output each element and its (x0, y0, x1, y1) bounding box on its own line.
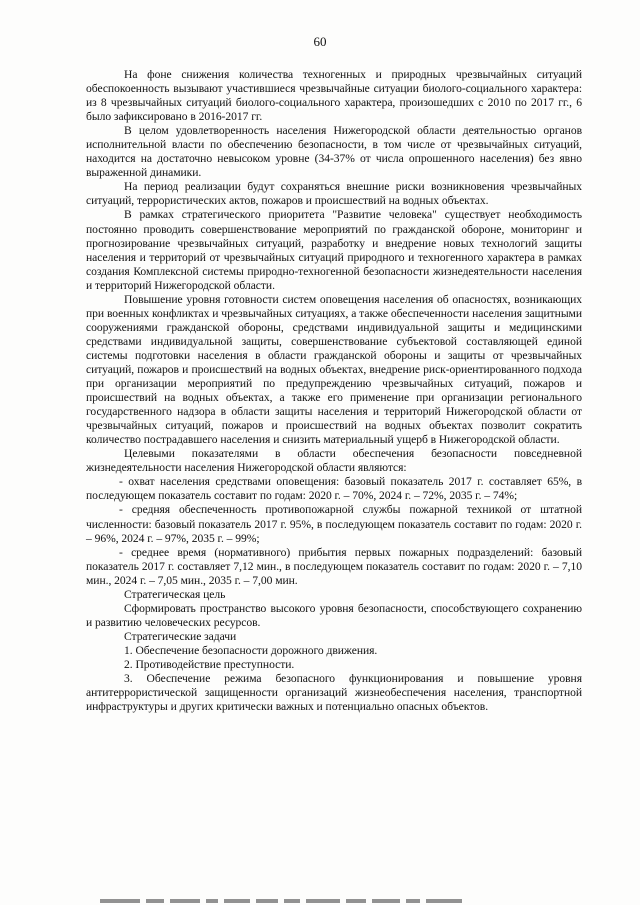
scan-edge-artifact (100, 897, 580, 903)
strategic-goal-text: Сформировать пространство высокого уровня безопасности, способствующего сохранению и развитию человеческих ресурсов. (86, 601, 582, 629)
indicator-fire-equipment: - средняя обеспеченность противопожарной службы пожарной техникой от штатной численности: базовый показатель 2017 г. 95%, в последующем показатель составит по годам: 2020 г. – 96%, 2024 г. – 97%, 2035 г. – 99%; (86, 503, 582, 545)
paragraph-satisfaction: В целом удовлетворенность населения Нижегородской области деятельностью органов исполнительной власти по обеспечению безопасности, в том числе от чрезвычайных ситуаций, находится на достаточно невысоком уровне (34-37% от числа опрошенного населения) без явно выраженной динамики. (86, 124, 582, 180)
indicator-warning-coverage: - охват населения средствами оповещения: базовый показатель 2017 г. составляет 65%, в последующем показатель составит по годам: 2020 г. – 70%, 2024 г. – 72%, 2035 г. – 74%; (86, 475, 582, 503)
strategic-task-1: 1. Обеспечение безопасности дорожного движения. (124, 643, 378, 657)
paragraph-emergency-trend: На фоне снижения количества техногенных и природных чрезвычайных ситуаций обеспокоенность вызывают участившиеся чрезвычайные ситуации биолого-социального характера: из 8 чрезвычайных ситуаций биолого-социального характера, произошедших с 2010 по 2017 гг., 6 было зафиксировано в 2016-2017 гг. (86, 68, 582, 124)
strategic-tasks-heading: Стратегические задачи (124, 629, 237, 643)
strategic-task-3: 3. Обеспечение режима безопасного функционирования и повышение уровня антитеррористической защищенности организаций жизнеобеспечения населения, транспортной инфраструктуры и других критически важных и потенциально опасных объектов. (86, 672, 582, 714)
paragraph-human-development: В рамках стратегического приоритета "Развитие человека" существует необходимость постоянно проводить совершенствование мероприятий по гражданской обороне, мониторинг и прогнозирование чрезвычайных ситуаций, разработку и внедрение новых технологий защиты населения и территорий от чрезвычайных ситуаций природного и техногенного характера в рамках создания Комплексной системы природно-техногенной безопасности жизнедеятельности населения и территорий Нижегородской области. (86, 208, 582, 292)
paragraph-external-risks: На период реализации будут сохраняться внешние риски возникновения чрезвычайных ситуаций, террористических актов, пожаров и происшествий на водных объектах. (86, 180, 582, 208)
page-number: 60 (313, 34, 327, 49)
strategic-task-2: 2. Противодействие преступности. (124, 657, 295, 671)
indicator-arrival-time: - среднее время (нормативного) прибытия первых пожарных подразделений: базовый показатель 2017 г. составляет 7,12 мин., в последующем показатель составит по годам: 2020 г. – 7,10 мин., 2024 г. – 7,05 мин., 2035 г. – 7,00 мин. (86, 545, 582, 587)
paragraph-readiness: Повышение уровня готовности систем оповещения населения об опасностях, возникающих при военных конфликтах и чрезвычайных ситуациях, а также обеспеченности населения защитными сооружениями гражданской обороны, средствами индивидуальной защиты и медицинскими средствами индивидуальной защиты, совершенствование субъектовой составляющей единой системы подготовки населения в области гражданской обороны и защиты от чрезвычайных ситуаций, пожаров и происшествий на водных объектах, внедрение риск-ориентированного подхода при организации мероприятий по предупреждению чрезвычайных ситуаций, пожаров и происшествий на водных объектах, а также его применение при организации регионального государственного надзора в области защиты населения и территорий Нижегородской области от чрезвычайных ситуаций, пожаров и происшествий на водных объектах позволит сократить количество пострадавшего населения и снизить материальный ущерб в Нижегородской области. (86, 292, 582, 447)
document-body (86, 68, 582, 714)
strategic-goal-heading: Стратегическая цель (124, 587, 226, 601)
paragraph-target-indicators: Целевыми показателями в области обеспечения безопасности повседневной жизнедеятельности населения Нижегородской области являются: (86, 447, 582, 475)
